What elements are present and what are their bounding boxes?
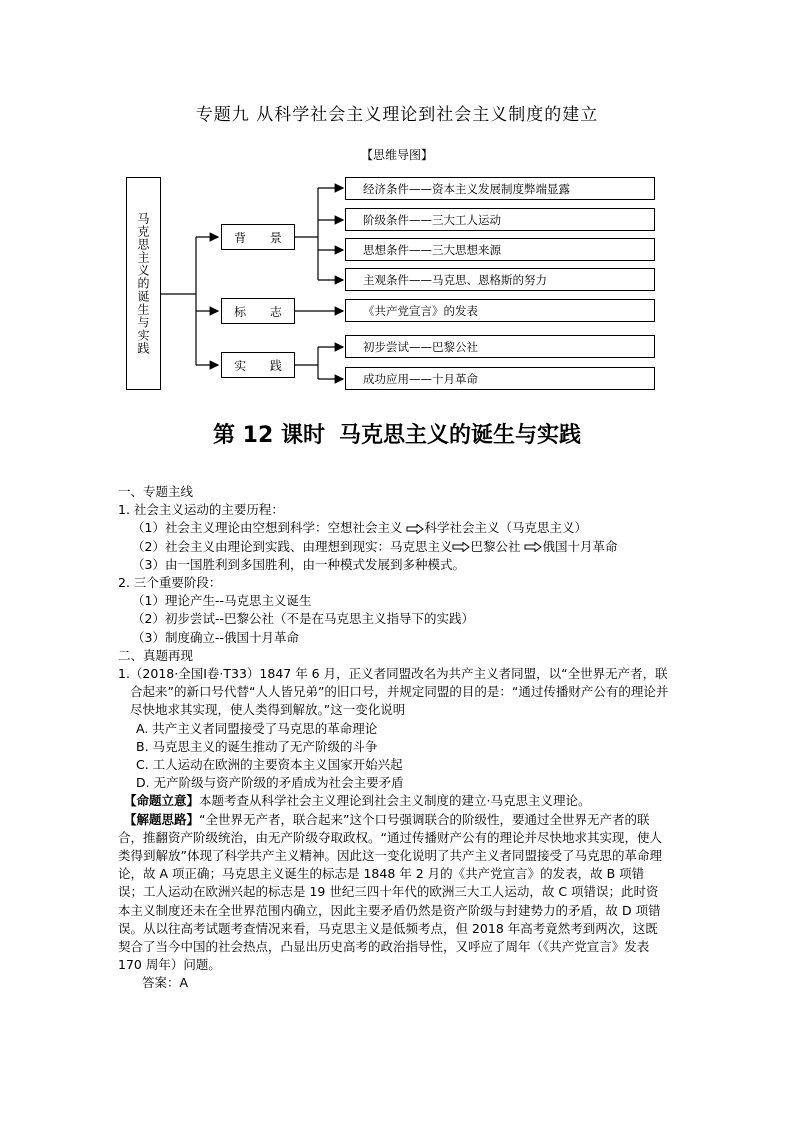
- list-item: [118, 538, 678, 556]
- option-c: C. 工人运动在欧洲的主要资本主义国家开始兴起: [136, 757, 403, 773]
- option-d: D. 无产阶级与资产阶级的矛盾成为社会主要矛盾: [136, 775, 404, 791]
- list-item: （3）由一国胜利到多国胜利，由一种模式发展到多种模式。: [132, 556, 465, 572]
- analysis-text: “全世界无产者，联合起来”这个口号强调联合的阶级性，要通过全世界无产者的联合，推翻资产阶级统治，由无产阶级夺取政权。“通过传播财产公有的理论并尽快地求其实现，使人类得到解放”体现了科学共产主义精神。因此这一变化说明了共产主义者同盟接受了马克思的革命理论，故 A 项正确；马克思主义诞生的标志是 1848 年 2 月的《共产党宣言》的发表，故 B 项错误；工人运动在欧洲兴起的标志是 19 世纪三四十年代的欧洲三大工人运动，故 C 项错误；此时资本主义制度还未在全世界范围内确立，因此主要矛盾仍然是资产阶级与封建势力的矛盾，故 D 项错误。从以往高考试题考查情况来看，马克思主义是低频考点，但 2018 年高考竟然考到两次，这既契合了当今中国的社会热点，凸显出历史高考的政治指导性，又呼应了周年（《共产党宣言》发表 170 周年）问题。: [118, 811, 662, 973]
- section-heading: 二、真题再现: [118, 647, 194, 663]
- answer: 答案：A: [142, 975, 189, 991]
- mindmap-leaf-economic: 经济条件——资本主义发展制度弊端显露: [345, 177, 655, 200]
- mindmap-leaf-thought: 思想条件——三大思想来源: [345, 238, 655, 261]
- text: 巴黎公社: [470, 538, 521, 554]
- lesson-content: [118, 483, 678, 993]
- mindmap-label: 【思维导图】: [360, 148, 433, 162]
- lesson-title: [0, 418, 794, 449]
- mindmap-leaf-paris-commune: 初步尝试——巴黎公社: [345, 335, 655, 358]
- text: （1）社会主义理论由空想到科学：空想社会主义: [132, 520, 403, 536]
- analysis-paragraph: [118, 811, 663, 975]
- right-arrow-icon: [452, 542, 470, 552]
- list-item: 1. 社会主义运动的主要历程：: [118, 502, 284, 518]
- option-b: B. 马克思主义的诞生推动了无产阶级的斗争: [136, 738, 378, 754]
- mindmap-root-label: 马克思主义的诞生与实践: [136, 212, 150, 355]
- text: 科学社会主义（马克思主义）: [424, 520, 587, 536]
- mindmap-leaf-class: 阶级条件——三大工人运动: [345, 208, 655, 231]
- intent-paragraph: [118, 792, 669, 810]
- text: （2）社会主义由理论到实践、由理想到现实：马克思主义: [132, 538, 453, 554]
- list-item: 2. 三个重要阶段：: [118, 575, 222, 591]
- right-arrow-icon: [524, 542, 542, 552]
- text: 俄国十月革命: [542, 538, 618, 554]
- section-heading: 一、专题主线: [118, 484, 194, 499]
- mindmap-node-symbol: 标 志: [221, 298, 295, 324]
- analysis-label: 【解题思路】: [124, 811, 200, 827]
- mindmap-node-practice: 实 践: [221, 352, 295, 378]
- list-item: （3）制度确立--俄国十月革命: [132, 629, 299, 645]
- mindmap-leaf-subjective: 主观条件——马克思、恩格斯的努力: [345, 268, 655, 291]
- lesson-number: 第 12 课时: [213, 423, 325, 448]
- lesson-name: 马克思主义的诞生与实践: [338, 423, 581, 448]
- mindmap-root-node: [126, 177, 161, 390]
- right-arrow-icon: [406, 524, 424, 534]
- list-item: （2）初步尝试--巴黎公社（不是在马克思主义指导下的实践）: [132, 611, 474, 627]
- page-title: 专题九 从科学社会主义理论到社会主义制度的建立: [195, 105, 599, 125]
- question-stem: 1.（2018·全国Ⅰ卷·T33）1847 年 6 月，正义者同盟改名为共产主义者同盟，以“全世界无产者，联合起来”的新口号代替“人人皆兄弟”的旧口号，并规定同盟的目的是：“通过传播财产公有的理论并尽快地求其实现，使人类得到解放。”这一变化说明: [118, 666, 669, 718]
- mindmap-node-background: 背 景: [221, 224, 295, 250]
- intent-text: 本题考查从科学社会主义理论到社会主义制度的建立·马克思主义理论。: [199, 793, 591, 809]
- list-item: （1）理论产生--马克思主义诞生: [132, 593, 312, 609]
- intent-label: 【命题立意】: [124, 793, 200, 809]
- option-a: A. 共产主义者同盟接受了马克思的革命理论: [136, 720, 378, 736]
- mindmap-leaf-manifesto: 《共产党宣言》的发表: [345, 299, 655, 322]
- list-item: [118, 519, 678, 537]
- mindmap-leaf-october-revolution: 成功应用——十月革命: [345, 367, 655, 390]
